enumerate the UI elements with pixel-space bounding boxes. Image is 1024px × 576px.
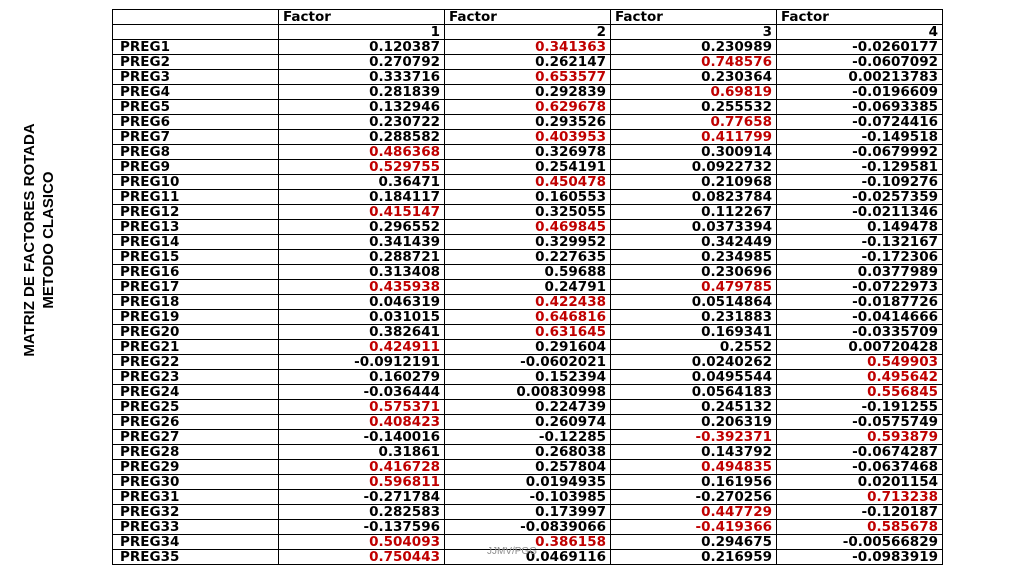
table-row: [113, 385, 943, 400]
row-label: PREG17: [113, 280, 279, 295]
loading-cell: 0.291604: [445, 340, 611, 355]
loading-cell-highlighted: 0.447729: [611, 505, 777, 520]
loading-cell-highlighted: 0.529755: [279, 160, 445, 175]
loading-cell: 0.254191: [445, 160, 611, 175]
loading-cell-highlighted: 0.77658: [611, 115, 777, 130]
loading-cell: 0.31861: [279, 445, 445, 460]
loading-cell-highlighted: 0.422438: [445, 295, 611, 310]
loading-cell: 0.2552: [611, 340, 777, 355]
row-label: PREG6: [113, 115, 279, 130]
table-row: [113, 430, 943, 445]
loading-cell: 0.0194935: [445, 475, 611, 490]
loading-cell: -0.271784: [279, 490, 445, 505]
table-row: [113, 280, 943, 295]
loading-cell: -0.00566829: [777, 535, 943, 550]
loading-cell: 0.326978: [445, 145, 611, 160]
factor-matrix-table: [112, 9, 943, 565]
header-row-number: [113, 25, 943, 40]
loading-cell: 0.031015: [279, 310, 445, 325]
row-label: PREG26: [113, 415, 279, 430]
loading-cell: -0.132167: [777, 235, 943, 250]
loading-cell: 0.0201154: [777, 475, 943, 490]
header-factor-label: Factor: [279, 10, 445, 25]
row-label: PREG3: [113, 70, 279, 85]
loading-cell: 0.282583: [279, 505, 445, 520]
loading-cell: 0.184117: [279, 190, 445, 205]
loading-cell: 0.046319: [279, 295, 445, 310]
loading-cell: 0.173997: [445, 505, 611, 520]
loading-cell-highlighted: 0.494835: [611, 460, 777, 475]
loading-cell: 0.160553: [445, 190, 611, 205]
row-label: PREG22: [113, 355, 279, 370]
loading-cell: 0.0514864: [611, 295, 777, 310]
loading-cell-highlighted: 0.479785: [611, 280, 777, 295]
loading-cell: -0.137596: [279, 520, 445, 535]
loading-cell: 0.281839: [279, 85, 445, 100]
table-row: [113, 355, 943, 370]
table-row: [113, 475, 943, 490]
loading-cell: -0.0983919: [777, 550, 943, 565]
loading-cell: 0.161956: [611, 475, 777, 490]
row-label: PREG25: [113, 400, 279, 415]
header-factor-label: Factor: [777, 10, 943, 25]
header-factor-label: Factor: [445, 10, 611, 25]
row-label: PREG24: [113, 385, 279, 400]
loading-cell: 0.300914: [611, 145, 777, 160]
table-row: [113, 220, 943, 235]
loading-cell-highlighted: 0.596811: [279, 475, 445, 490]
loading-cell-highlighted: 0.450478: [445, 175, 611, 190]
row-label: PREG21: [113, 340, 279, 355]
loading-cell: -0.0693385: [777, 100, 943, 115]
loading-cell: 0.169341: [611, 325, 777, 340]
loading-cell: 0.342449: [611, 235, 777, 250]
loading-cell: 0.313408: [279, 265, 445, 280]
loading-cell: -0.0260177: [777, 40, 943, 55]
side-title: [20, 30, 80, 450]
loading-cell-highlighted: -0.419366: [611, 520, 777, 535]
header-factor-number: 3: [611, 25, 777, 40]
loading-cell: -0.0912191: [279, 355, 445, 370]
table-row: [113, 445, 943, 460]
loading-cell: -0.103985: [445, 490, 611, 505]
table-row: [113, 400, 943, 415]
row-label: PREG20: [113, 325, 279, 340]
row-label: PREG12: [113, 205, 279, 220]
row-label: PREG33: [113, 520, 279, 535]
table-row: [113, 130, 943, 145]
loading-cell-highlighted: 0.411799: [611, 130, 777, 145]
table-row: [113, 100, 943, 115]
loading-cell-highlighted: 0.386158: [445, 535, 611, 550]
row-label: PREG5: [113, 100, 279, 115]
header-factor-label: Factor: [611, 10, 777, 25]
loading-cell: 0.143792: [611, 445, 777, 460]
header-factor-number: 1: [279, 25, 445, 40]
loading-cell-highlighted: 0.713238: [777, 490, 943, 505]
loading-cell: 0.59688: [445, 265, 611, 280]
row-label: PREG15: [113, 250, 279, 265]
loading-cell-highlighted: 0.748576: [611, 55, 777, 70]
loading-cell: 0.268038: [445, 445, 611, 460]
row-label: PREG7: [113, 130, 279, 145]
row-label: PREG1: [113, 40, 279, 55]
footer-credit: JJMV/PGG: [486, 546, 537, 557]
loading-cell-highlighted: 0.435938: [279, 280, 445, 295]
loading-cell: 0.296552: [279, 220, 445, 235]
row-label: PREG16: [113, 265, 279, 280]
table-row: [113, 265, 943, 280]
table-row: [113, 340, 943, 355]
loading-cell: -0.0674287: [777, 445, 943, 460]
loading-cell-highlighted: 0.653577: [445, 70, 611, 85]
row-label: PREG28: [113, 445, 279, 460]
table-row: [113, 250, 943, 265]
loading-cell-highlighted: 0.556845: [777, 385, 943, 400]
loading-cell: -0.0335709: [777, 325, 943, 340]
loading-cell: 0.288721: [279, 250, 445, 265]
loading-cell: 0.382641: [279, 325, 445, 340]
loading-cell: -0.036444: [279, 385, 445, 400]
loading-cell: -0.0724416: [777, 115, 943, 130]
row-label: PREG14: [113, 235, 279, 250]
loading-cell: 0.00213783: [777, 70, 943, 85]
loading-cell: -0.0211346: [777, 205, 943, 220]
row-label: PREG13: [113, 220, 279, 235]
table-row: [113, 40, 943, 55]
table-row: [113, 160, 943, 175]
loading-cell: 0.230364: [611, 70, 777, 85]
loading-cell: 0.0469116: [445, 550, 611, 565]
row-label: PREG31: [113, 490, 279, 505]
row-label: PREG2: [113, 55, 279, 70]
loading-cell: -0.0575749: [777, 415, 943, 430]
loading-cell: 0.245132: [611, 400, 777, 415]
loading-cell-highlighted: 0.549903: [777, 355, 943, 370]
loading-cell: -0.0414666: [777, 310, 943, 325]
loading-cell: 0.230696: [611, 265, 777, 280]
loading-cell-highlighted: 0.341363: [445, 40, 611, 55]
row-label: PREG10: [113, 175, 279, 190]
header-corner-cell: [113, 10, 279, 25]
loading-cell: 0.160279: [279, 370, 445, 385]
loading-cell: 0.341439: [279, 235, 445, 250]
loading-cell: -0.0722973: [777, 280, 943, 295]
row-label: PREG23: [113, 370, 279, 385]
loading-cell-highlighted: 0.495642: [777, 370, 943, 385]
loading-cell: -0.149518: [777, 130, 943, 145]
table-row: [113, 145, 943, 160]
loading-cell: 0.0377989: [777, 265, 943, 280]
loading-cell-highlighted: 0.504093: [279, 535, 445, 550]
table-row: [113, 235, 943, 250]
loading-cell-highlighted: 0.750443: [279, 550, 445, 565]
row-label: PREG29: [113, 460, 279, 475]
loading-cell: 0.210968: [611, 175, 777, 190]
loading-cell: 0.257804: [445, 460, 611, 475]
table-row: [113, 70, 943, 85]
loading-cell: -0.12285: [445, 430, 611, 445]
side-title-line2: METODO CLASICO: [40, 171, 57, 309]
loading-cell-highlighted: -0.392371: [611, 430, 777, 445]
loading-cell-highlighted: 0.424911: [279, 340, 445, 355]
loading-cell: 0.0240262: [611, 355, 777, 370]
table-row: [113, 190, 943, 205]
row-label: PREG27: [113, 430, 279, 445]
loading-cell: -0.191255: [777, 400, 943, 415]
loading-cell: 0.00830998: [445, 385, 611, 400]
row-label: PREG30: [113, 475, 279, 490]
header-corner-cell: [113, 25, 279, 40]
row-label: PREG9: [113, 160, 279, 175]
loading-cell-highlighted: 0.408423: [279, 415, 445, 430]
table-row: [113, 325, 943, 340]
loading-cell-highlighted: 0.646816: [445, 310, 611, 325]
header-row-factor: [113, 10, 943, 25]
loading-cell: 0.132946: [279, 100, 445, 115]
loading-cell: -0.0187726: [777, 295, 943, 310]
loading-cell: 0.293526: [445, 115, 611, 130]
loading-cell: -0.0607092: [777, 55, 943, 70]
loading-cell: 0.36471: [279, 175, 445, 190]
loading-cell-highlighted: 0.469845: [445, 220, 611, 235]
loading-cell: 0.262147: [445, 55, 611, 70]
header-factor-number: 2: [445, 25, 611, 40]
loading-cell: 0.0823784: [611, 190, 777, 205]
side-title-line1: MATRIZ DE FACTORES ROTADA: [21, 123, 38, 357]
loading-cell: 0.292839: [445, 85, 611, 100]
loading-cell: 0.112267: [611, 205, 777, 220]
loading-cell-highlighted: 0.415147: [279, 205, 445, 220]
loading-cell: 0.260974: [445, 415, 611, 430]
loading-cell: 0.325055: [445, 205, 611, 220]
table-row: [113, 415, 943, 430]
row-label: PREG18: [113, 295, 279, 310]
loading-cell: 0.333716: [279, 70, 445, 85]
loading-cell-highlighted: 0.575371: [279, 400, 445, 415]
table-row: [113, 310, 943, 325]
loading-cell: -0.0602021: [445, 355, 611, 370]
loading-cell: -0.0839066: [445, 520, 611, 535]
table-row: [113, 295, 943, 310]
loading-cell: 0.120387: [279, 40, 445, 55]
row-label: PREG32: [113, 505, 279, 520]
loading-cell: -0.109276: [777, 175, 943, 190]
loading-cell-highlighted: 0.593879: [777, 430, 943, 445]
loading-cell-highlighted: 0.69819: [611, 85, 777, 100]
loading-cell: 0.231883: [611, 310, 777, 325]
row-label: PREG11: [113, 190, 279, 205]
loading-cell: 0.230989: [611, 40, 777, 55]
table-row: [113, 520, 943, 535]
table-row: [113, 205, 943, 220]
loading-cell-highlighted: 0.486368: [279, 145, 445, 160]
loading-cell: -0.172306: [777, 250, 943, 265]
loading-cell: -0.0257359: [777, 190, 943, 205]
table-row: [113, 505, 943, 520]
table-row: [113, 55, 943, 70]
table-row: [113, 115, 943, 130]
loading-cell: 0.149478: [777, 220, 943, 235]
header-factor-number: 4: [777, 25, 943, 40]
loading-cell: 0.227635: [445, 250, 611, 265]
row-label: PREG19: [113, 310, 279, 325]
loading-cell: 0.152394: [445, 370, 611, 385]
loading-cell: -0.0196609: [777, 85, 943, 100]
table-row: [113, 490, 943, 505]
loading-cell: 0.234985: [611, 250, 777, 265]
loading-cell: 0.0564183: [611, 385, 777, 400]
loading-cell: 0.216959: [611, 550, 777, 565]
loading-cell-highlighted: 0.631645: [445, 325, 611, 340]
loading-cell: 0.00720428: [777, 340, 943, 355]
loading-cell: 0.0922732: [611, 160, 777, 175]
table-row: [113, 460, 943, 475]
loading-cell: 0.24791: [445, 280, 611, 295]
loading-cell: -0.140016: [279, 430, 445, 445]
loading-cell: -0.120187: [777, 505, 943, 520]
table-row: [113, 175, 943, 190]
loading-cell: 0.294675: [611, 535, 777, 550]
loading-cell: 0.288582: [279, 130, 445, 145]
loading-cell: -0.0679992: [777, 145, 943, 160]
loading-cell: 0.224739: [445, 400, 611, 415]
loading-cell-highlighted: 0.416728: [279, 460, 445, 475]
table-row: [113, 370, 943, 385]
loading-cell: 0.230722: [279, 115, 445, 130]
loading-cell: 0.255532: [611, 100, 777, 115]
row-label: PREG35: [113, 550, 279, 565]
loading-cell: 0.0373394: [611, 220, 777, 235]
loading-cell: -0.0637468: [777, 460, 943, 475]
row-label: PREG8: [113, 145, 279, 160]
loading-cell: -0.129581: [777, 160, 943, 175]
row-label: PREG34: [113, 535, 279, 550]
loading-cell-highlighted: 0.403953: [445, 130, 611, 145]
loading-cell: 0.206319: [611, 415, 777, 430]
loading-cell: 0.0495544: [611, 370, 777, 385]
row-label: PREG4: [113, 85, 279, 100]
loading-cell-highlighted: 0.629678: [445, 100, 611, 115]
loading-cell: 0.270792: [279, 55, 445, 70]
loading-cell: 0.329952: [445, 235, 611, 250]
table-row: [113, 85, 943, 100]
loading-cell: -0.270256: [611, 490, 777, 505]
loading-cell-highlighted: 0.585678: [777, 520, 943, 535]
